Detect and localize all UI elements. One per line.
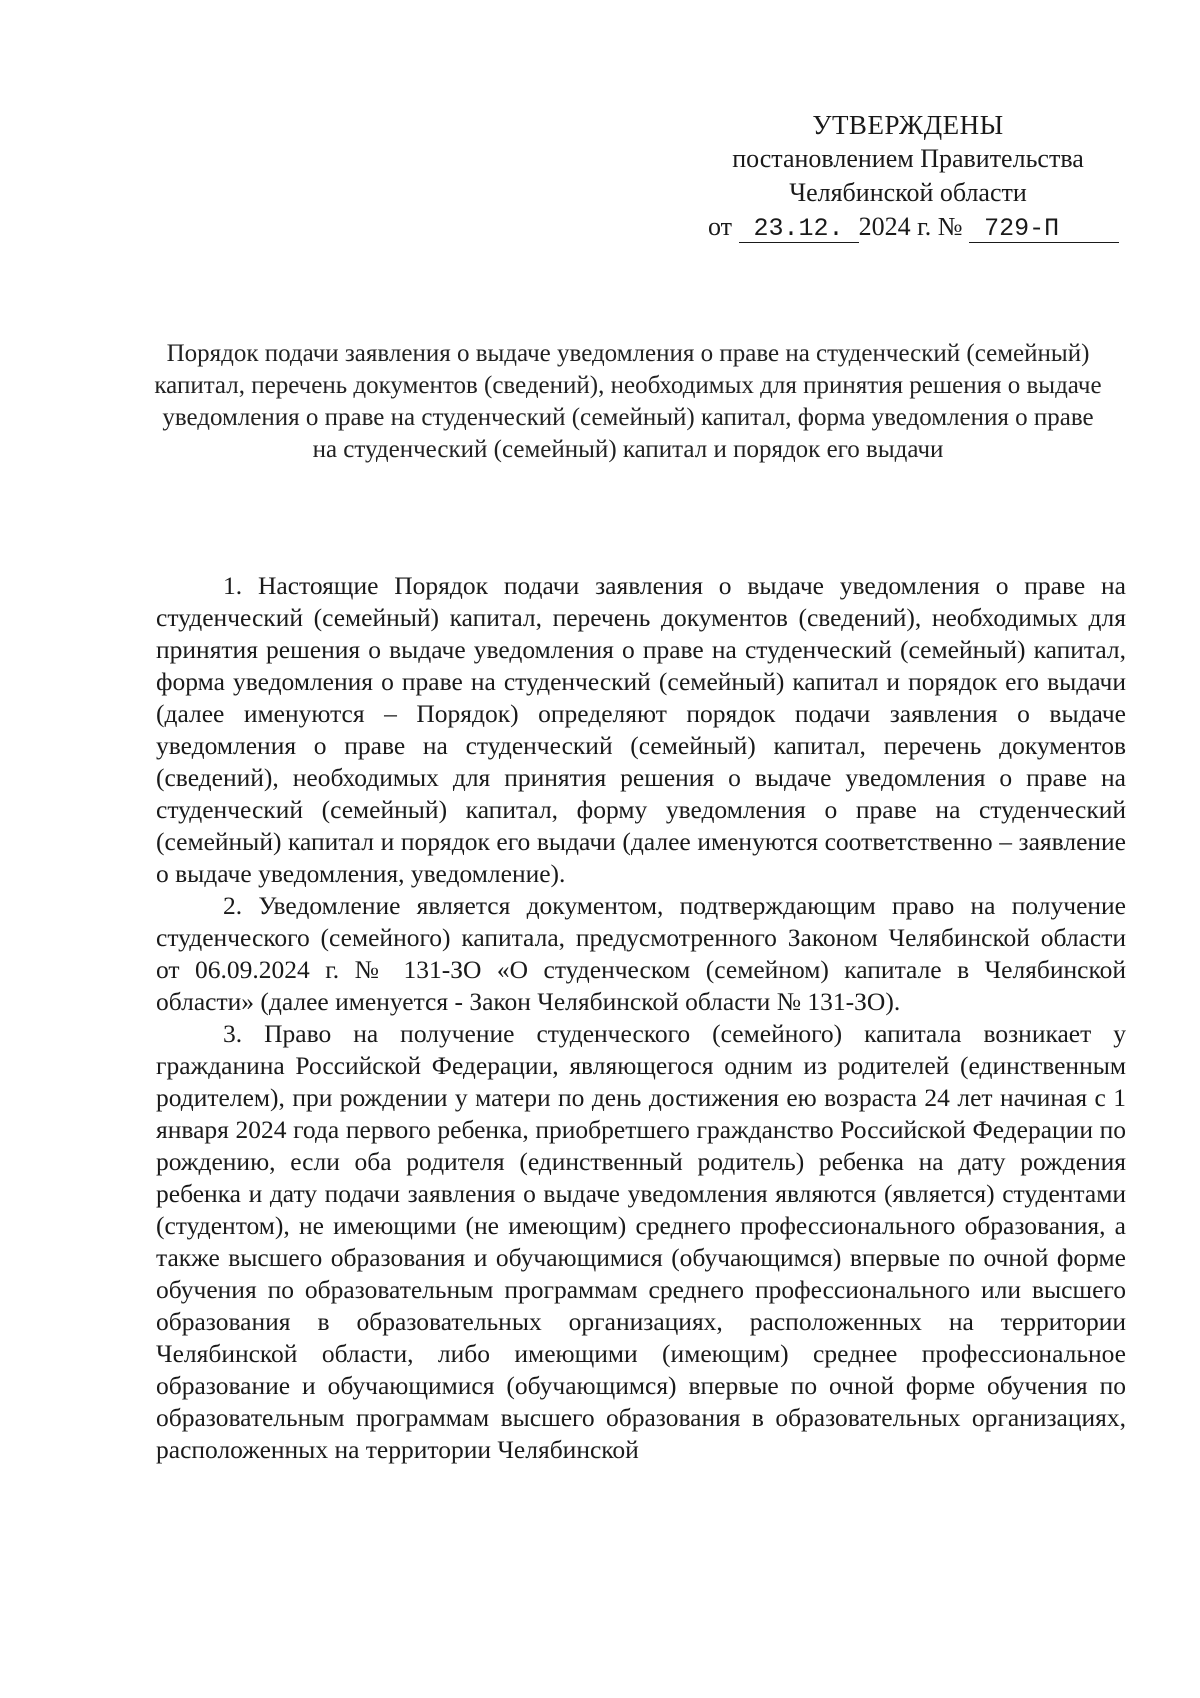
document-body xyxy=(156,570,1126,1466)
paragraph-3: 3. Право на получение студенческого (семейного) капитала возникает у гражданина Российской Федерации, являющегося одним из родителей (единственным родителем), при рождении у матери по день достижения ею возраста 24 лет начиная с 1 января 2024 года первого ребенка, приобретшего гражданство Российской Федерации по рождению, если оба родителя (единственный родитель) ребенка на дату рождения ребенка и дату подачи заявления о выдаче уведомления являются (является) студентами (студентом), не имеющими (не имеющим) среднего профессионального образования, а также высшего образования и обучающимися (обучающимся) впервые по очной форме обучения по образовательным программам среднего профессионального или высшего образования в образовательных организациях, расположенных на территории Челябинской области, либо имеющими (имеющим) среднее профессиональное образование и обучающимися (обучающимся) впервые по очной форме обучения по образовательным программам высшего образования в образовательных организациях, расположенных на территории Челябинской xyxy=(156,1019,1126,1464)
approval-stamp-block xyxy=(708,108,1108,244)
approval-line-decree: постановлением Правительства xyxy=(732,144,1084,173)
date-year: 2024 г. № xyxy=(858,212,963,241)
approval-heading: УТВЕРЖДЕНЫ xyxy=(812,110,1004,140)
paragraph-1: 1. Настоящие Порядок подачи заявления о выдаче уведомления о праве на студенческий (семейный) капитал, перечень документов (сведений), необходимых для принятия решения о выдаче уведомления о праве на студенческий (семейный) капитал, форма уведомления о праве на студенческий (семейный) капитал и порядок его выдачи (далее именуются – Порядок) определяют порядок подачи заявления о выдаче уведомления о праве на студенческий (семейный) капитал, перечень документов (сведений), необходимых для принятия решения о выдаче уведомления о праве на студенческий (семейный) капитал, форму уведомления о праве на студенческий (семейный) капитал и порядок его выдачи (далее именуются соответственно – заявление о выдаче уведомления, уведомление). xyxy=(156,571,1126,888)
date-value: 23.12. xyxy=(739,216,859,243)
date-prefix: от xyxy=(708,212,733,241)
document-title: Порядок подачи заявления о выдаче уведомления о праве на студенческий (семейный) капитал, перечень документов (сведений), необходимых для принятия решения о выдаче уведомления о праве на студенческий (семейный) капитал, форма уведомления о праве на студенческий (семейный) капитал и порядок его выдачи xyxy=(154,340,1102,463)
approval-date-line xyxy=(708,210,1108,244)
approval-line-region: Челябинской области xyxy=(789,178,1027,207)
paragraph-2: 2. Уведомление является документом, подтверждающим право на получение студенческого (семейного) капитала, предусмотренного Законом Челябинской области от 06.09.2024 г. № 131-ЗО «О студенческом (семейном) капитале в Челябинской области» (далее именуется - Закон Челябинской области № 131-ЗО). xyxy=(156,891,1126,1016)
decree-number: 729-П xyxy=(969,216,1119,243)
